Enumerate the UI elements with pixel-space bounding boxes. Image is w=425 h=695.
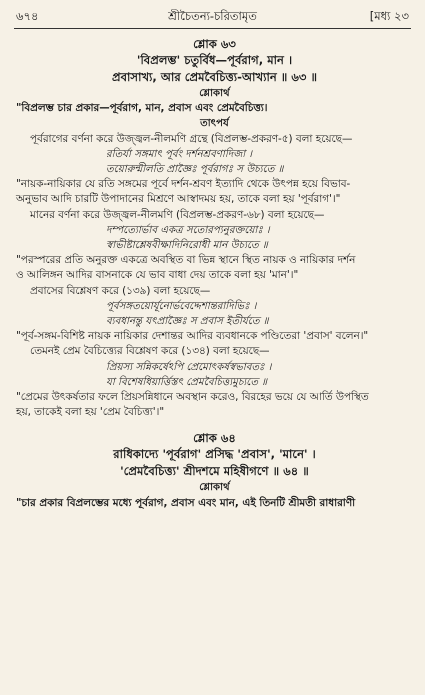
sanskrit-line: প্রিয়স্য সন্নিকর্ষেঽপি প্রেমোৎকর্ষস্বভাবতঃ ।: [106, 361, 272, 373]
verse-64-line-1: রাধিকাদ্যে 'পূর্বরাগ' প্রসিদ্ধ 'প্রবাস', 'মানে' ।: [113, 447, 316, 462]
purport-paragraph: হয়, তাকেই বলা হয় 'প্রেম বৈচিত্ত্য'।": [16, 406, 165, 419]
verse-64-line-2: 'প্রেমবৈচিত্ত্য' শ্রীদশমে মহিষীগণে ॥ ৬৪ ॥: [120, 464, 309, 479]
page-number: ৬৭৪: [16, 9, 39, 23]
purport-paragraph: ও আলিঙ্গন আদির বাসনাকে যে ভাব বাধা দেয় তাকে বলা হয় 'মান'।": [16, 269, 299, 282]
verse-63-line-2: প্রবাসাখ্য, আর প্রেমবৈচিত্ত্য-আখ্যান ॥ ৬৩ ॥: [111, 70, 318, 84]
purport-paragraph: "প্রেমের উৎকর্ষতার ফলে প্রিয়সন্নিধানে অবস্থান করেও, বিরহের ভয়ে যে আর্তি উপস্থিত: [16, 391, 369, 404]
header-rule: [14, 28, 411, 29]
sanskrit-line: রতির্যা সঙ্গমাৎ পূর্বং দর্শনশ্রবণাদিজা ।: [106, 148, 253, 160]
verse-63-heading: শ্লোক ৬৩: [193, 37, 236, 51]
purport-paragraph: "পরস্পরের প্রতি অনুরক্ত একত্রে অবস্থিত বা ভিন্ন স্থানে স্থিত নায়ক ও নায়িকার দর্শন: [16, 254, 356, 267]
sanskrit-line: পূর্বসঙ্গতয়োর্যূনোর্ভবেদ্দেশান্তরাদিভিঃ ।: [106, 300, 257, 312]
chapter-label: [মধ্য ২৩: [369, 9, 409, 23]
page-header: [16, 8, 409, 24]
verse-63-line-1: 'বিপ্রলম্ভ' চতুর্বিধ—পূর্বরাগ, মান ।: [136, 53, 293, 67]
translation-heading: শ্লোকার্থ: [199, 482, 230, 494]
sanskrit-line: তয়োরুন্মীলতি প্রাজ্ঞৈঃ পূর্বরাগঃ স উচ্যতে ॥: [106, 164, 284, 176]
purport-paragraph: প্রবাসের বিশ্লেষণ করে (১৩৯) বলা হয়েছে—: [30, 284, 211, 297]
page-body: [16, 36, 413, 511]
sanskrit-line: ব্যবধানন্তু যৎপ্রাজ্ঞৈঃ স প্রবাস ইতীর্যতে ॥: [106, 316, 269, 328]
running-title: শ্রীচৈতন্য-চরিতামৃত: [168, 9, 257, 23]
translation-text: "বিপ্রলম্ভ চার প্রকার—পূর্বরাগ, মান, প্রবাস এবং প্রেমবৈচিত্ত্য।: [16, 102, 268, 115]
translation-heading: শ্লোকার্থ: [199, 88, 230, 99]
purport-paragraph: পূর্বরাগের বর্ণনা করে উজ্জ্বল-নীলমণি গ্রন্থে (বিপ্রলম্ভ-প্রকরণ-৫) বলা হয়েছে—: [30, 132, 353, 145]
purport-paragraph: মানের বর্ণনা করে উজ্জ্বল-নীলমণি (বিপ্রলম্ভ-প্রকরণ-৬৮) বলা হয়েছে—: [30, 208, 325, 221]
verse-64-heading: শ্লোক ৬৪: [193, 431, 236, 446]
purport-paragraph: তেমনই প্রেম বৈচিত্ত্যের বিশ্লেষণ করে (১৩৪) বলা হয়েছে—: [30, 345, 270, 358]
sanskrit-line: দম্পত্যোর্ভাব একত্র সতোরপ্যনুরক্তয়োঃ ।: [106, 224, 270, 236]
purport-heading: তাৎপর্য: [200, 118, 229, 130]
purport-paragraph: "পূর্ব-সঙ্গম-বিশিষ্ট নায়ক নায়িকার দেশান্তর আদির ব্যবধানকে পণ্ডিতেরা 'প্রবাস' বলেন।": [16, 330, 369, 343]
sanskrit-line: যা বিশেষধিয়ার্ত্তিস্তৎ প্রেমবৈচিত্ত্যমুচ্যতে ॥: [106, 376, 268, 388]
translation-text: "চার প্রকার বিপ্রলম্ভের মধ্যে পূর্বরাগ, প্রবাস এবং মান, এই তিনটি শ্রীমতী রাধারাণী: [16, 496, 356, 509]
purport-paragraph: অনুভাব আদি চারটি উপাদানের মিশ্রণে আস্বাদময় হয়, তাকে বলা হয় 'পূর্বরাগ'।": [16, 193, 341, 206]
sanskrit-line: স্বাভীষ্টাশ্লেষবীক্ষাদিনিরোধী মান উচ্যতে ॥: [106, 240, 268, 252]
purport-paragraph: "নায়ক-নায়িকার যে রতি সঙ্গমের পূর্বে দর্শন-শ্রবণ ইত্যাদি থেকে উৎপন্ন হয়ে বিভাব-: [16, 178, 351, 191]
